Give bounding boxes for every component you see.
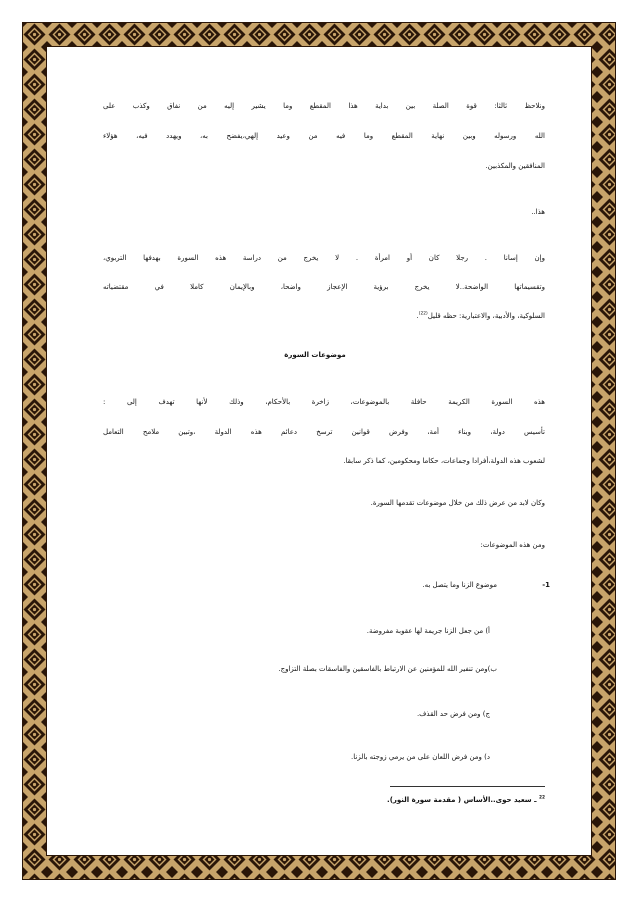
- subtopic-item: أ) من جعل الزنا جريمة لها عقوبة مفروضة.: [366, 627, 490, 635]
- intro-line: ونلاحظ ثالثا: قوة الصلة بين بداية هذا المقطع وما يشير إليه من نفاق وكذب على: [103, 102, 545, 110]
- sentence-end: .: [416, 312, 419, 320]
- reflection-line: وإن إسانا . رجلا كان أو امرأة . لا يخرج من دراسة هذه السورة بهدفها التربوي،: [103, 254, 545, 262]
- topic-number: 1-: [542, 581, 550, 589]
- intro-line: المنافقين والمكذبين.: [485, 162, 545, 170]
- subtopic-item: ج) ومن فرض حد القذف.: [416, 710, 490, 718]
- themes-line: تأسيس دولة، وبناء أمة، وفرض قوانين ترسخ دعائم هذه الدولة ،وتبين ملامح التعامل: [103, 428, 545, 436]
- transition-line: وكان لابد من عرض ذلك من خلال موضوعات تقدمها السورة.: [370, 499, 545, 507]
- hatha-line: هذا..: [531, 208, 545, 216]
- reflection-last-text: السلوكية، والأدبية، والاعتبارية: حظه قليل: [427, 312, 545, 320]
- topic-title: موضوع الزنا وما يتصل به.: [422, 581, 497, 589]
- footnote-number: 22: [538, 795, 545, 801]
- subtopic-item: د) ومن فرض اللعان على من يرمي زوجته بالزنا.: [351, 753, 490, 761]
- reflection-line: [103, 302, 545, 330]
- reflection-line: وتقسيماتها الواضحة..لا يخرج برؤية الإعجاز واضحا، وبالإيمان كاملا في مقتضياته: [103, 283, 545, 291]
- footnote-text: ـ سعيد حوى..الأساس ( مقدمة سورة النور).: [387, 796, 537, 804]
- subtopic-item: ب)ومن تنفير الله للمؤمنين عن الارتباط بالفاسقين والفاسقات بصلة التزاوج.: [278, 665, 497, 673]
- intro-line: الله ورسوله وبين نهاية المقطع وما فيه من وعيد إلهي،يفضح به، ويهدد فيه، هؤلاء: [103, 132, 545, 140]
- section-heading: موضوعات السورة: [284, 351, 346, 359]
- list-intro: ومن هذه الموضوعات:: [480, 541, 545, 549]
- footnote-separator: [390, 786, 545, 787]
- themes-line: لشعوب هذه الدولة،أفرادا وجماعات، حكاما ومحكومين، كما ذكر سابقا.: [343, 457, 545, 465]
- footnote: [300, 790, 545, 810]
- footnote-reference: (22): [418, 311, 428, 317]
- themes-line: هذه السورة الكريمة حافلة بالموضوعات، زاخرة بالأحكام، وذلك لأنها تهدف إلى :: [103, 398, 545, 406]
